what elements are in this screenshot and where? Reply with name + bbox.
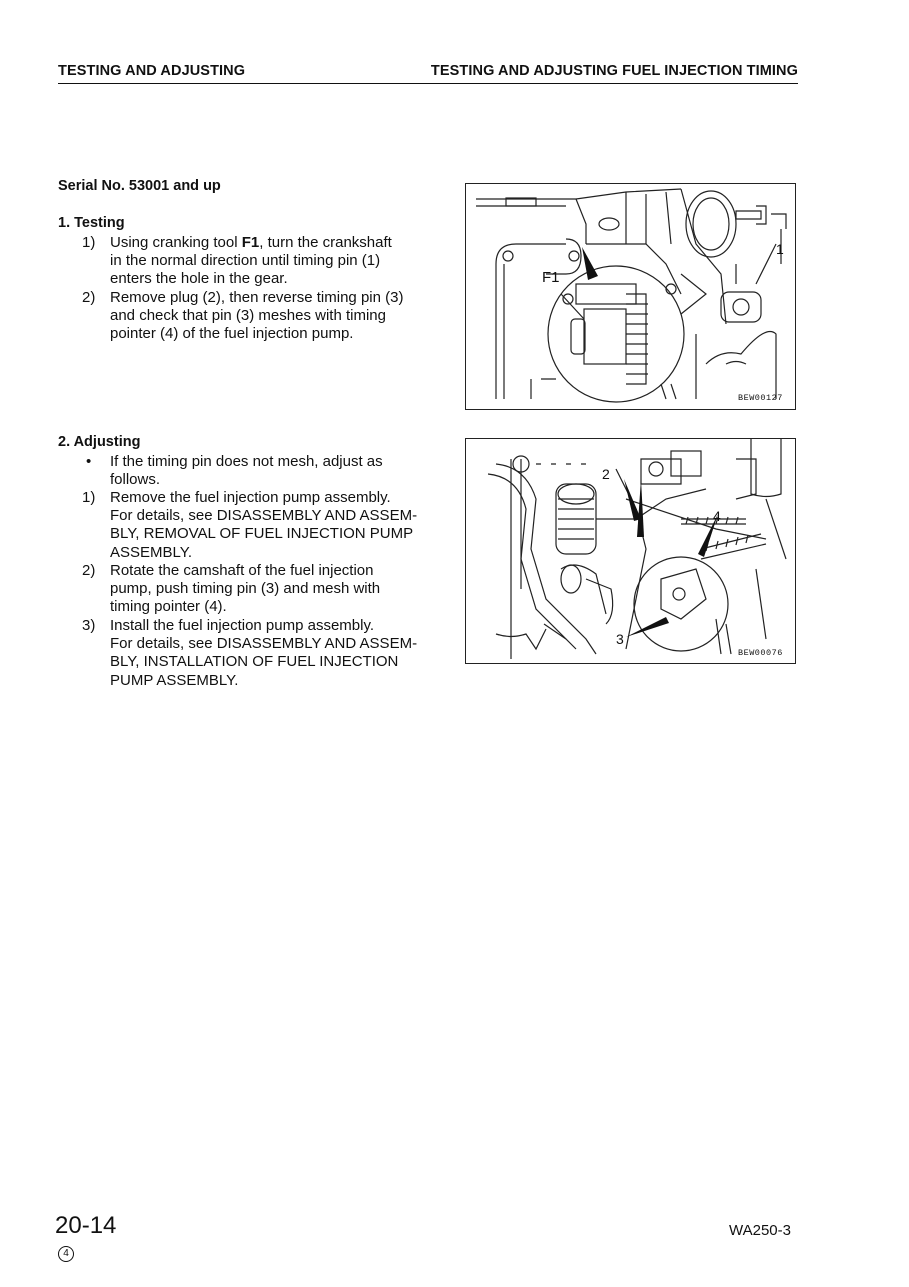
label-4: 4 xyxy=(713,508,721,524)
testing-title: 1. Testing xyxy=(58,215,125,231)
step-line: Remove plug (2), then reverse timing pin (3) xyxy=(110,289,404,306)
figure-cranking-tool xyxy=(465,183,796,410)
step-line: timing pointer (4). xyxy=(110,598,227,616)
figure-code: BEW00127 xyxy=(738,393,783,403)
step-line: ASSEMBLY. xyxy=(110,543,192,561)
step-number: 1) xyxy=(82,234,96,251)
revision-mark: 4 xyxy=(58,1246,74,1262)
bullet: • xyxy=(86,453,92,470)
figure-injection-pump-drawing xyxy=(466,439,795,663)
step-line: If the timing pin does not mesh, adjust as xyxy=(110,453,383,470)
page-number: 20-14 xyxy=(55,1212,117,1239)
figure-cranking-tool-drawing xyxy=(466,184,795,409)
step-number: 1) xyxy=(82,489,96,506)
step-number: 3) xyxy=(82,617,96,634)
step-number: 2) xyxy=(82,289,96,306)
figure-injection-pump xyxy=(465,438,796,664)
page-header xyxy=(58,63,798,84)
step-line: Remove the fuel injection pump assembly. xyxy=(110,489,391,506)
step-line: follows. xyxy=(110,471,161,489)
step-line: For details, see DISASSEMBLY AND ASSEM- xyxy=(110,635,418,653)
step-line: PUMP ASSEMBLY. xyxy=(110,671,239,689)
step-number: 2) xyxy=(82,562,96,579)
label-2: 2 xyxy=(602,466,610,482)
step-line: Install the fuel injection pump assembly. xyxy=(110,617,375,634)
header-right: TESTING AND ADJUSTING FUEL INJECTION TIMING xyxy=(430,63,798,79)
step-line: BLY, INSTALLATION OF FUEL INJECTION xyxy=(110,653,399,671)
figure-code: BEW00076 xyxy=(738,648,783,658)
label-1: 1 xyxy=(776,241,784,257)
label-3: 3 xyxy=(616,631,624,647)
serial-heading: Serial No. 53001 and up xyxy=(58,178,221,194)
label-f1: F1 xyxy=(542,269,560,286)
step-line: enters the hole in the gear. xyxy=(110,270,288,288)
step-line: pump, push timing pin (3) and mesh with xyxy=(110,580,381,598)
header-left: TESTING AND ADJUSTING xyxy=(58,63,246,79)
step-line: BLY, REMOVAL OF FUEL INJECTION PUMP xyxy=(110,525,414,543)
arrow-marker xyxy=(582,247,598,280)
model-number: WA250-3 xyxy=(729,1222,791,1239)
step-line: Rotate the camshaft of the fuel injection xyxy=(110,562,374,579)
step-line: For details, see DISASSEMBLY AND ASSEM- xyxy=(110,507,418,525)
adjusting-title: 2. Adjusting xyxy=(58,434,141,450)
step-line: pointer (4) of the fuel injection pump. xyxy=(110,325,354,343)
step-line: Using cranking tool F1, turn the crankshaft xyxy=(110,234,392,251)
step-line: in the normal direction until timing pin (1) xyxy=(110,252,381,270)
step-line: and check that pin (3) meshes with timing xyxy=(110,307,386,325)
